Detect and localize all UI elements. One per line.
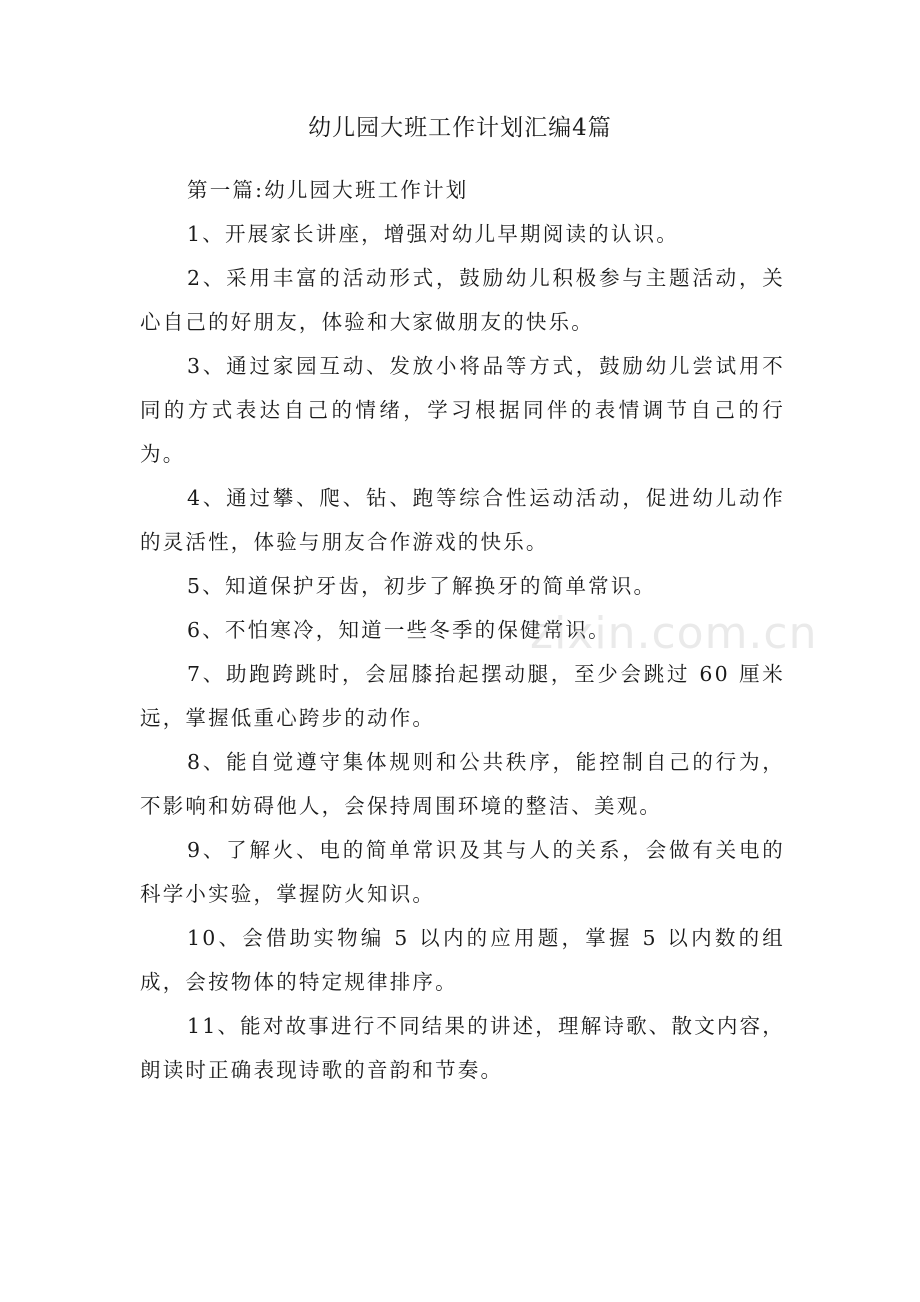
- paragraph-5: 5、知道保护牙齿，初步了解换牙的简单常识。: [187, 574, 657, 598]
- paragraph-10: 10、会借助实物编 5 以内的应用题，掌握 5 以内数的组成，会按物体的特定规律排序。: [140, 926, 785, 994]
- paragraph-4: 4、通过攀、爬、钻、跑等综合性运动活动，促进幼儿动作的灵活性，体验与朋友合作游戏的快乐。: [140, 486, 785, 554]
- paragraph-6: 6、不怕寒冷，知道一些冬季的保健常识。: [187, 618, 611, 642]
- paragraph-2: 2、采用丰富的活动形式，鼓励幼儿积极参与主题活动，关心自己的好朋友，体验和大家做朋友的快乐。: [140, 266, 785, 334]
- section-heading: 第一篇:幼儿园大班工作计划: [187, 178, 469, 202]
- paragraph-3: 3、通过家园互动、发放小将品等方式，鼓励幼儿尝试用不同的方式表达自己的情绪，学习根据同伴的表情调节自己的行为。: [140, 354, 785, 466]
- watermark: zixin.com.cn: [530, 608, 818, 659]
- paragraph-11: 11、能对故事进行不同结果的讲述，理解诗歌、散文内容，朗读时正确表现诗歌的音韵和节奏。: [140, 1014, 785, 1082]
- paragraph-1: 1、开展家长讲座，增强对幼儿早期阅读的认识。: [187, 222, 679, 246]
- paragraph-8: 8、能自觉遵守集体规则和公共秩序，能控制自己的行为，不影响和妨碍他人，会保持周围环境的整洁、美观。: [140, 750, 785, 818]
- paragraph-7: 7、助跑跨跳时，会屈膝抬起摆动腿，至少会跳过 60 厘米远，掌握低重心跨步的动作。: [140, 662, 785, 730]
- document-title: 幼儿园大班工作计划汇编4篇: [308, 115, 612, 141]
- paragraph-9: 9、了解火、电的简单常识及其与人的关系，会做有关电的科学小实验，掌握防火知识。: [140, 838, 785, 906]
